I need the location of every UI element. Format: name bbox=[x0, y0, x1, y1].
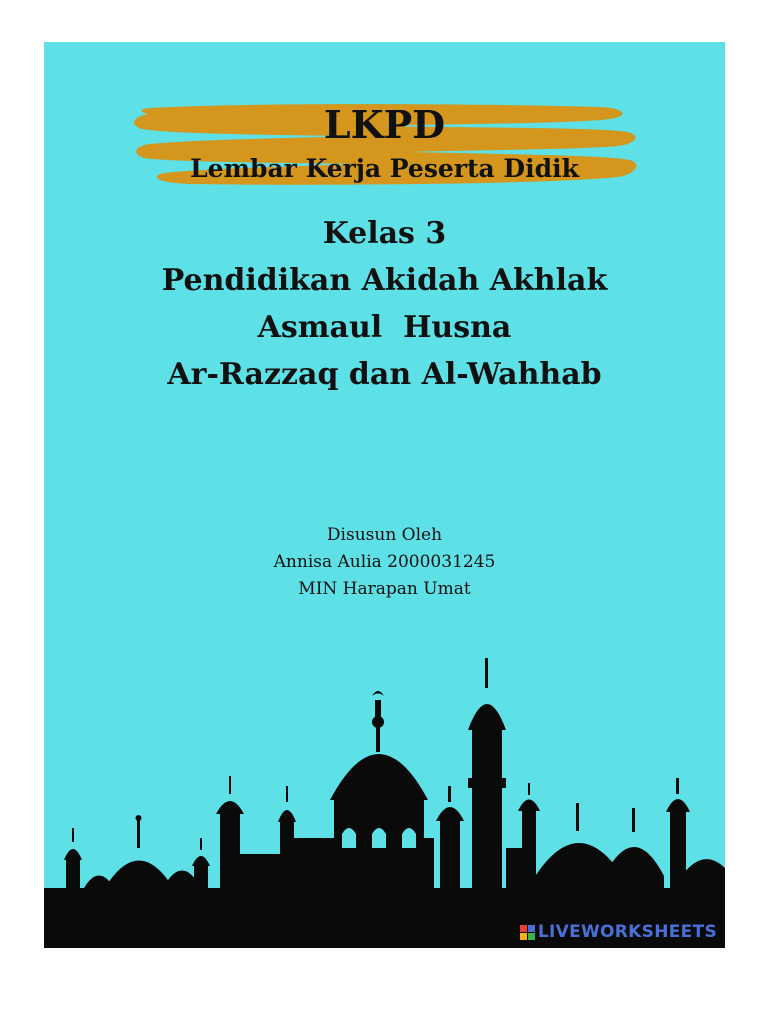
class-level: Kelas 3 bbox=[322, 216, 447, 251]
page-subtitle: Lembar Kerja Peserta Didik bbox=[190, 154, 579, 183]
author-name: Annisa Aulia 2000031245 bbox=[273, 552, 496, 572]
liveworksheets-logo-icon bbox=[520, 925, 535, 940]
mosque-silhouette-icon bbox=[44, 658, 725, 948]
topic-block bbox=[44, 210, 725, 398]
credits-label: Disusun Oleh bbox=[326, 525, 443, 545]
subject-name: Pendidikan Akidah Akhlak bbox=[161, 263, 608, 298]
topic-detail: Ar-Razzaq dan Al-Wahhab bbox=[167, 357, 602, 392]
credits-block bbox=[44, 522, 725, 603]
worksheet-cover bbox=[44, 42, 725, 948]
liveworksheets-watermark bbox=[520, 922, 717, 942]
school-name: MIN Harapan Umat bbox=[298, 579, 471, 599]
topic-name: Asmaul Husna bbox=[257, 310, 512, 345]
page-title: LKPD bbox=[323, 102, 446, 147]
watermark-text: LIVEWORKSHEETS bbox=[537, 922, 717, 942]
